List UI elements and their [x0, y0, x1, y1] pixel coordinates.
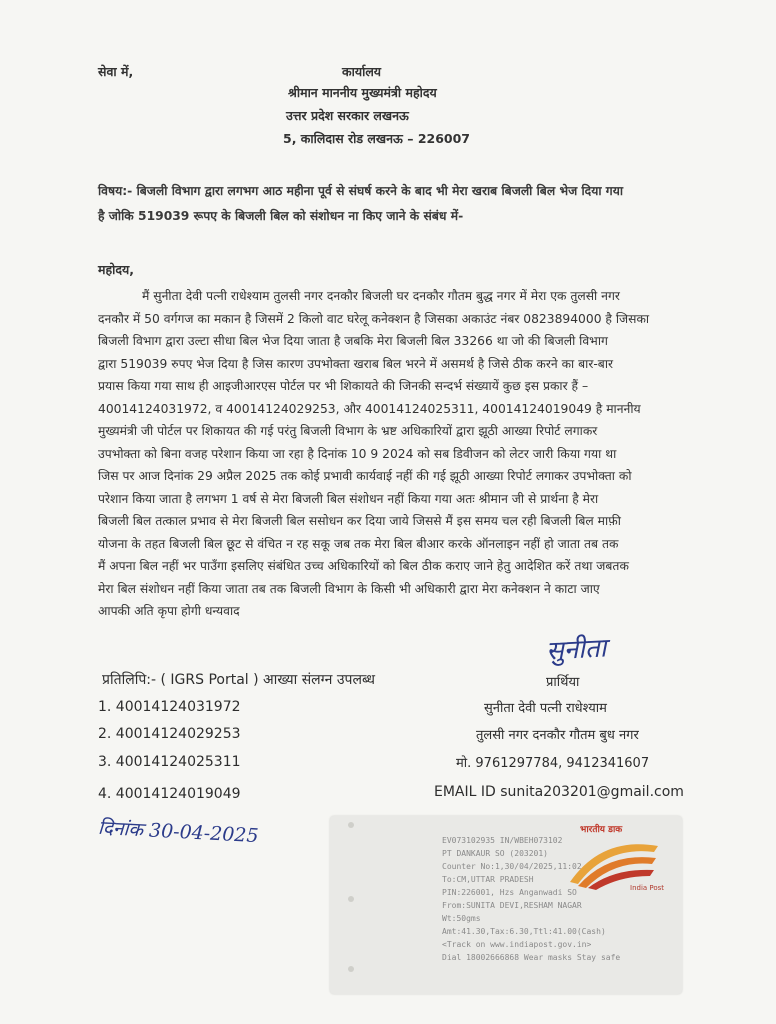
- body-line: मैं सुनीता देवी पत्नी राधेश्याम तुलसी नगर दनकौर बिजली घर दनकौर गौतम बुद्ध नगर में मेरा एक तुलसी नगर: [142, 289, 620, 303]
- sender-email: EMAIL ID sunita203201@gmail.com: [434, 784, 684, 800]
- sender-phone: मो. 9761297784, 9412341607: [456, 756, 650, 771]
- body-line: मैं अपना बिल नहीं भर पाउँगा इसलिए संबंधित उच्च अधिकारियों को बिल ठीक कराए जाने हेतु आदेशित करें तथा जबतक: [98, 559, 629, 573]
- receipt-hole: [348, 822, 354, 828]
- address-line: 5, कालिदास रोड लखनऊ – 226007: [283, 131, 471, 146]
- india-post-logo-sub: India Post: [630, 884, 665, 892]
- handwritten-signature: सुनीता: [545, 633, 608, 667]
- copy-label: प्रतिलिपि:- ( IGRS Portal ) आख्या संलग्न उपलब्ध: [102, 672, 375, 688]
- body-line: मुख्यमंत्री जी पोर्टल पर शिकायत की गई परंतु बिजली विभाग के भ्रष्ट अधिकारियों द्वारा झूठी आख्या रिपोर्ट लगाकर: [98, 424, 598, 438]
- body-line: मेरा बिल संशोधन नहीं किया जाता तब तक बिजली विभाग के किसी भी अधिकारी द्वारा मेरा कनेक्शन ने काटा जाए: [98, 581, 600, 596]
- postal-receipt: [330, 816, 682, 994]
- govt-line: उत्तर प्रदेश सरकार लखनऊ: [286, 108, 409, 123]
- body-line: बिजली बिल तत्काल प्रभाव से मेरा बिजली बिल ससोधन कर दिया जाये जिससे मैं इस समय चल रही बिजली बिल माफ़ी: [98, 514, 621, 528]
- body-line: उपभोक्ता को बिना वजह परेशान किया जा रहा है दिनांक 10 9 2024 को सब डिवीजन को लेटर जारी किया गया था: [98, 446, 617, 461]
- receipt-line: From:SUNITA DEVI,RESHAM NAGAR: [442, 901, 582, 910]
- india-post-logo-icon: [562, 826, 666, 892]
- body-line: परेशान किया जाता है लगभग 1 वर्ष से मेरा बिजली बिल संशोधन नहीं किया गया अतः श्रीमान जी से प्रार्थना है मेरा: [98, 491, 599, 506]
- office-label: कार्यालय: [342, 64, 382, 79]
- subject-line-2: है जोकि 519039 रूपए के बिजली बिल को संशोधन ना किए जाने के संबंध में-: [98, 209, 464, 223]
- india-post-logo-text: भारतीय डाक: [580, 825, 623, 835]
- receipt-line: Dial 18002666868 Wear masks Stay safe: [442, 953, 621, 962]
- addressee-line: श्रीमान माननीय मुख्यमंत्री महोदय: [288, 85, 437, 100]
- body-line: दनकौर में 50 वर्गगज का मकान है जिसमें 2 किलो वाट घरेलू कनेक्शन है जिसका अकाउंट नंबर 0823894000 है जिसका: [98, 311, 650, 326]
- body-line: प्रयास किया गया साथ ही आइजीआरएस पोर्टल पर भी शिकायते की जिनकी सन्दर्भ संख्यायें कुछ इस प्रकार हैं –: [98, 379, 589, 393]
- salutation: महोदय,: [98, 262, 134, 277]
- copy-item: 1. 40014124031972: [98, 699, 241, 715]
- to-label: सेवा में,: [98, 64, 134, 79]
- receipt-hole: [348, 966, 354, 972]
- receipt-line: Amt:41.30,Tax:6.30,Ttl:41.00(Cash): [442, 927, 606, 936]
- body-line: बिजली विभाग द्वारा उल्टा सीधा बिल भेज दिया जाता है जबकि मेरा बिजली बिल 33266 था जो की बिजली विभाग: [98, 334, 608, 348]
- copy-item: 2. 40014124029253: [98, 726, 241, 742]
- receipt-line: Counter No:1,30/04/2025,11:02: [442, 862, 582, 871]
- handwritten-date: दिनांक 30-04-2025: [97, 816, 260, 848]
- body-line: योजना के तहत बिजली बिल छूट से वंचित न रह सकू जब तक मेरा बिल बीआर करके ऑनलाइन नहीं हो जाता तब तक: [98, 536, 619, 551]
- receipt-hole: [348, 896, 354, 902]
- receipt-line: PIN:226001, Hzs Anganwadi SO: [442, 888, 577, 897]
- receipt-line: EV073102935 IN/WBEH073102: [442, 836, 563, 845]
- receipt-line: <Track on www.indiapost.gov.in>: [442, 940, 592, 949]
- sender-place: तुलसी नगर दनकौर गौतम बुध नगर: [476, 728, 639, 743]
- body-line: द्वारा 519039 रुपए भेज दिया है जिस कारण उपभोक्ता खराब बिल भरने में असमर्थ है जिसे ठीक करने का बार-बार: [98, 356, 614, 371]
- copy-item: 4. 40014124019049: [98, 786, 241, 802]
- body-line: 40014124031972, व 40014124029253, और 40014124025311, 40014124019049 है माननीय: [98, 401, 641, 416]
- receipt-line: Wt:50gms: [442, 914, 481, 923]
- sender-role: प्रार्थिया: [546, 675, 580, 690]
- body-line: जिस पर आज दिनांक 29 अप्रैल 2025 तक कोई प्रभावी कार्यवाई नहीं की गई झूठी आख्या रिपोर्ट लगाकर उपभोक्ता को: [98, 469, 632, 483]
- sender-name: सुनीता देवी पत्नी राधेश्याम: [484, 701, 607, 716]
- copy-item: 3. 40014124025311: [98, 754, 241, 770]
- body-line: आपकी अति कृपा होगी धन्यवाद: [98, 604, 240, 618]
- letter-body: [98, 285, 696, 623]
- receipt-line: PT DANKAUR SO (203201): [442, 849, 548, 858]
- receipt-line: To:CM,UTTAR PRADESH: [442, 875, 534, 884]
- subject-line-1: विषय:- बिजली विभाग द्वारा लगभग आठ महीना पूर्व से संघर्ष करने के बाद भी मेरा खराब बिजली बिल भेज दिया गया: [98, 184, 624, 198]
